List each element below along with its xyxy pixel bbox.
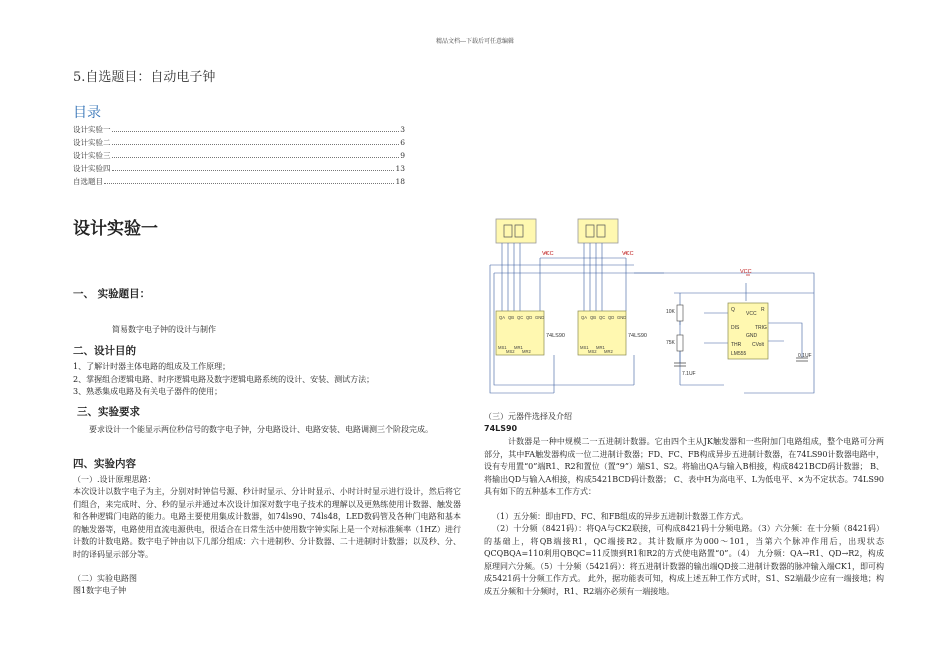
circuit-subheading: （二）实验电路图 [73, 574, 137, 583]
content-heading: 四、实验内容 [73, 458, 136, 470]
toc-entry-page: 18 [395, 177, 405, 186]
purpose-item: 1、了解计时器主体电路的组成及工作原理； [73, 362, 231, 371]
toc-leader [104, 183, 394, 184]
toc-entry-label: 设计实验二 [73, 138, 111, 147]
toc-entry-label: 自选题目 [73, 177, 103, 186]
requirements-heading: 三、实验要求 [77, 406, 140, 418]
capacitor-label: 0.1UF [798, 353, 812, 359]
circuit-diagram [484, 213, 854, 405]
mode-five-division: （1）五分频：即由FD、FC、和FB组成的异步五进制计数器工作方式。 [492, 512, 749, 521]
pin-label: QA [581, 315, 588, 320]
vcc-label: VCC [542, 251, 554, 257]
timer-pin-label: GND [746, 333, 758, 339]
pin-label: QC [599, 315, 606, 320]
pin-label: QA [499, 315, 506, 320]
capacitor-label: 7.1UF [682, 371, 696, 377]
toc-entry[interactable] [73, 150, 405, 163]
toc-entry[interactable] [73, 124, 405, 137]
part-name: 74LS90 [484, 424, 518, 433]
pin-label: MR1 [596, 345, 605, 350]
toc-leader [112, 170, 395, 171]
pin-label: MR2 [604, 349, 613, 354]
toc-entry-label: 设计实验三 [73, 151, 111, 160]
toc-entry-label: 设计实验四 [73, 164, 111, 173]
toc-leader [112, 144, 400, 145]
purpose-item: 2、掌握组合逻辑电路、时序逻辑电路及数字逻辑电路系统的设计、安装、测试方法； [73, 374, 375, 384]
design-principle-subheading: （一）.设计原理思路： [73, 475, 156, 484]
table-of-contents [73, 124, 405, 189]
toc-entry-page: 6 [400, 138, 405, 147]
toc-entry-page: 3 [400, 125, 405, 134]
resistor-75k [677, 335, 683, 351]
purpose-item: 3、熟悉集成电路及有关电子器件的使用； [73, 387, 223, 396]
requirements-text: 要求设计一个能显示两位秒信号的数字电子钟，分电路设计、电路安装、电路调测三个阶段完成。 [89, 425, 433, 434]
pin-label: QD [608, 315, 615, 320]
timer-pin-label: R [761, 307, 765, 313]
pin-label: GND [535, 315, 545, 320]
timer-pin-label: VCC [746, 311, 757, 317]
pin-label: QC [517, 315, 524, 320]
timer-pin-label: THR [731, 342, 742, 348]
chip-label: 74LS90 [628, 333, 647, 339]
toc-title: 目录 [73, 105, 101, 121]
pin-label: MR1 [514, 345, 523, 350]
design-principle-text: 本次设计以数字电子为主，分别对时钟信号源、秒计时显示、分计时显示、小时计时显示进行设计，然后将它们组合，来完成时、分、秒的显示并通过本次设计加深对数字电子技术的理解以及更熟练使用计数器、触发器和各种逻辑门电路的能力。电路主要使用集成计数器，如74ls90、74ls48，LED数码管及各种门电路和基本的触发器等，电路使用直流电源供电，很适合在日常生活中使用数字钟实际上是一个对标准频率（1HZ）进行计数的计数电路。数字电子钟由以下几部分组成：六十进制秒、分计数器、二十进制时计数器；以及秒、分、时的译码显示部分等。 [73, 487, 461, 559]
toc-entry-page: 9 [400, 151, 405, 160]
toc-entry-label: 设计实验一 [73, 125, 111, 134]
toc-entry[interactable] [73, 163, 405, 176]
timer-pin-label: TRIG [755, 325, 767, 331]
toc-leader [112, 157, 400, 158]
seven-segment-display [496, 219, 536, 243]
timer-pin-label: CVolt [752, 342, 764, 348]
vcc-label: VCC [740, 269, 752, 275]
components-subheading: （三）元器件选择及介绍 [484, 412, 572, 421]
pin-label: MS2 [588, 349, 597, 354]
pin-label: MS2 [506, 349, 515, 354]
pin-label: MS1 [580, 345, 589, 350]
purpose-list [73, 361, 461, 399]
timer-pin-label: DIS [731, 325, 740, 331]
counter-description: 计数器是一种中规模二一五进制计数器。它由四个主从JK触发器和一些附加门电路组成，整个电路可分两部分，其中FA触发器构成一位二进制计数器；FD、FC、FB构成异步五进制计数器，在74LS90计数器电路中，设有专用置“0”端R1、R2和置位（置“9”）端S1、S2。将输出QA与输入B相接，构成8421BCD码计数器； B、将输出QD与输入A相接，构成5421BCD码计数器； C、表中H为高电平、L为低电平、×为不定状态。74LS90具有如下的五种基本工作方式： [484, 437, 884, 496]
toc-entry[interactable] [73, 137, 405, 150]
resistor-label: 75K [666, 340, 675, 346]
experiment-topic-text: 简易数字电子钟的设计与制作 [112, 325, 216, 334]
section-title: 设计实验一 [73, 219, 158, 239]
timer-pin-label: Q [731, 307, 735, 313]
toc-leader [112, 131, 400, 132]
pin-label: GND [617, 315, 627, 320]
experiment-topic-heading: 一、 实验题目： [73, 288, 151, 300]
pin-label: QB [590, 315, 597, 320]
topic-heading: 5.自选题目：自动电子钟 [73, 70, 216, 85]
mode-descriptions: （2）十分频（8421码）：将QA与CK2联接，可构成8421码十分频电路。（3）六分频：在十分频（8421码）的基础上，将QB端接R1，QC端接R2。其计数顺序为000～101，当第六个脉冲作用后，出现状态QCQBQA=110利用QBQC=11反馈到R1和R2的方式使电路置“0”。（4） 九分频：QA→R1、QD→R2，构成原理同六分频。（5）十分频（5421码）：将五进制计数器的输出端QD接二进制计数器的脉冲输入端CK1，即可构成5421码十分频工作方式。 此外，据功能表可知，构成上述五种工作方式时，S1、S2端最少应有一端接地；构成五分频和十分频时，R1、R2端亦必须有一端接地。 [484, 524, 884, 596]
pin-label: QB [508, 315, 515, 320]
seven-segment-display [578, 219, 618, 243]
chip-label: 74LS90 [546, 333, 565, 339]
purpose-heading: 二、设计目的 [73, 345, 136, 357]
figure-caption: 图1数字电子钟 [73, 586, 127, 595]
resistor-label: 10K [666, 309, 675, 315]
page-header: 精品文档---下载后可任意编辑 [435, 38, 515, 45]
pin-label: MR2 [522, 349, 531, 354]
resistor-10k [677, 305, 683, 321]
pin-label: MS1 [498, 345, 507, 350]
pin-label: QD [526, 315, 533, 320]
toc-entry[interactable] [73, 176, 405, 189]
toc-entry-page: 13 [395, 164, 405, 173]
vcc-label: VCC [622, 251, 634, 257]
timer-label: LM555 [731, 351, 747, 357]
